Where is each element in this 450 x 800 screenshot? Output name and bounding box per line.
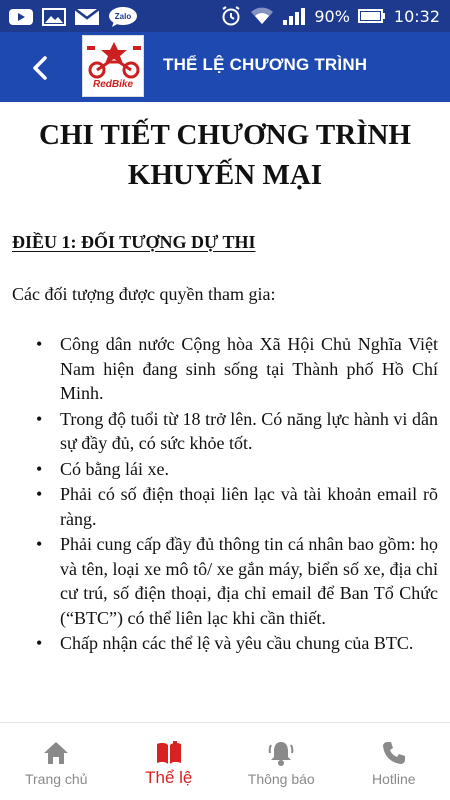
logo-graphic bbox=[83, 36, 145, 82]
logo-text: RedBike bbox=[92, 79, 133, 90]
nav-rules[interactable] bbox=[113, 723, 226, 800]
nav-hotline[interactable] bbox=[338, 723, 450, 800]
status-bar bbox=[0, 0, 450, 32]
nav-notifications[interactable] bbox=[225, 723, 338, 800]
youtube-icon bbox=[8, 7, 34, 27]
phone-icon bbox=[380, 739, 408, 767]
battery-percent: 90% bbox=[314, 6, 350, 26]
gmail-icon bbox=[74, 7, 100, 27]
list-item: • Phải cung cấp đầy đủ thông tin cá nhân bao gồm: họ và tên, loại xe mô tô/ xe gắn máy, biển số xe, địa chỉ cư trú, số điện thoại, địa chỉ email để Ban Tổ Chức (“BTC”) có thể liên lạc khi cần thiết. bbox=[36, 532, 438, 630]
eligibility-list bbox=[36, 332, 438, 656]
signal-icon bbox=[282, 6, 306, 26]
list-item: • Có bằng lái xe. bbox=[36, 457, 438, 482]
intro-text: Các đối tượng được quyền tham gia: bbox=[12, 284, 276, 304]
bottom-navigation bbox=[0, 722, 450, 800]
list-item: • Trong độ tuổi từ 18 trở lên. Có năng lực hành vi dân sự đầy đủ, có sức khỏe tốt. bbox=[36, 407, 438, 456]
promotion-rules-content[interactable] bbox=[0, 102, 450, 722]
zalo-icon bbox=[108, 6, 138, 28]
nav-hotline-label: Hotline bbox=[371, 771, 416, 787]
nav-home-label: Trang chủ bbox=[24, 771, 88, 787]
list-item: • Phải có số điện thoại liên lạc và tài khoản email rõ ràng. bbox=[36, 482, 438, 531]
list-item: • Chấp nhận các thể lệ và yêu cầu chung của BTC. bbox=[36, 631, 438, 656]
list-item: • Công dân nước Cộng hòa Xã Hội Chủ Nghĩa Việt Nam hiện đang sinh sống tại Thành phố Hồ Chí Minh. bbox=[36, 332, 438, 406]
bell-icon bbox=[267, 739, 295, 767]
page-title: CHI TIẾT CHƯƠNG TRÌNH KHUYẾN MẠI bbox=[39, 119, 411, 191]
nav-rules-label: Thể lệ bbox=[145, 768, 193, 787]
svg-text:Zalo: Zalo bbox=[114, 12, 132, 21]
nav-notifications-label: Thông báo bbox=[247, 771, 315, 787]
book-icon bbox=[155, 739, 183, 767]
nav-home[interactable] bbox=[0, 723, 113, 800]
redbike-logo bbox=[82, 35, 144, 97]
gallery-icon bbox=[42, 7, 66, 27]
app-bar bbox=[0, 32, 450, 102]
battery-icon bbox=[358, 8, 386, 24]
article-heading: ĐIỀU 1: ĐỐI TƯỢNG DỰ THI bbox=[12, 232, 256, 252]
clock-time: 10:32 bbox=[393, 6, 440, 26]
app-bar-title: THỂ LỆ CHƯƠNG TRÌNH bbox=[163, 55, 368, 74]
home-icon bbox=[42, 739, 70, 767]
wifi-icon bbox=[250, 6, 274, 26]
back-arrow-icon[interactable] bbox=[26, 53, 56, 83]
alarm-icon bbox=[220, 5, 242, 27]
